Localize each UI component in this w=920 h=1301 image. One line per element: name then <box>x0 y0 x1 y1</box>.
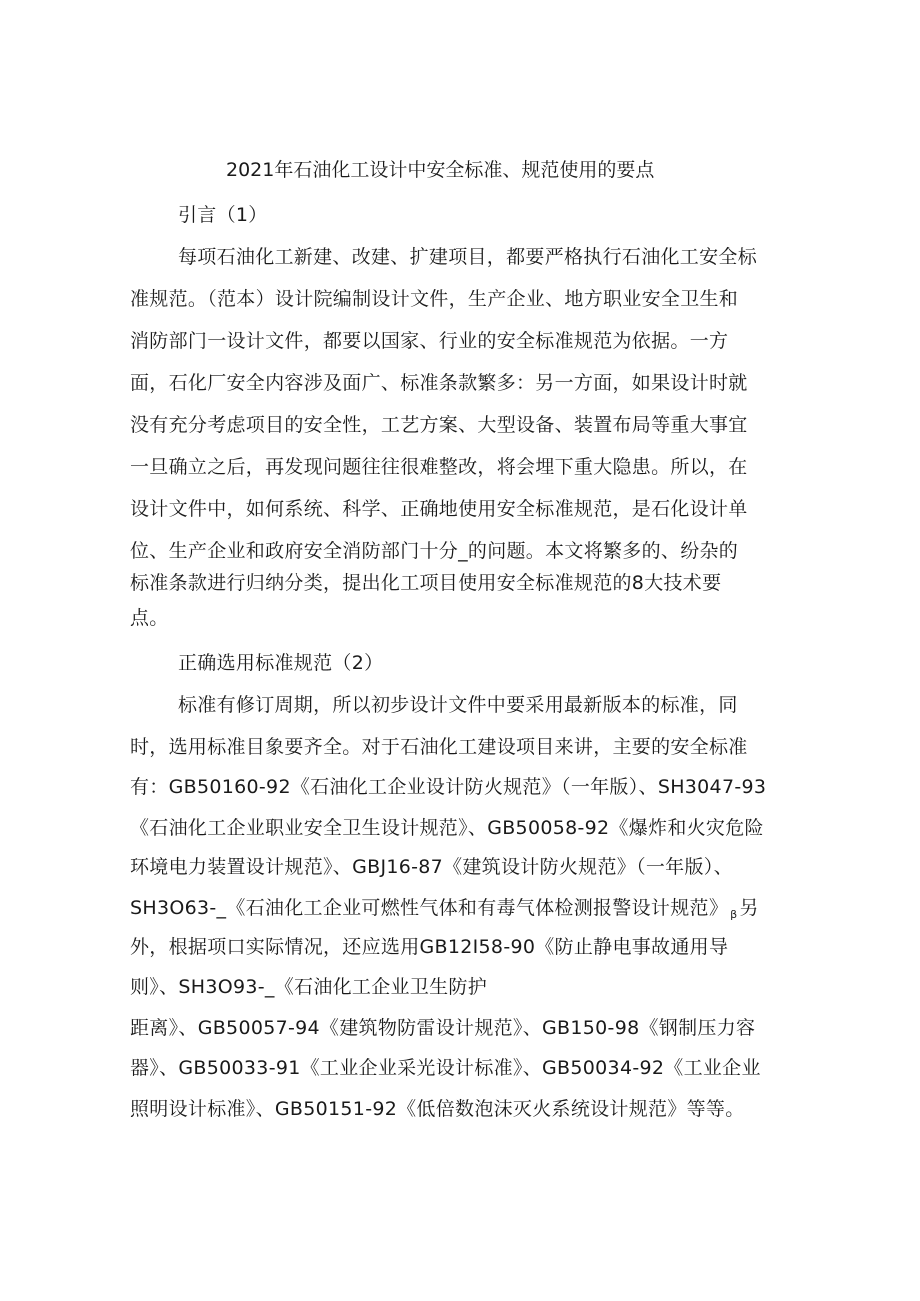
paragraph-line: 标准条款进行归纳分类，提出化工项目使用安全标准规范的8大技术要 <box>130 572 722 594</box>
paragraph-line: 点。 <box>130 607 169 629</box>
paragraph-line: 环境电力装置设计规范》、GBJ16-87《建筑设计防火规范》（一年版）、 <box>130 856 733 878</box>
paragraph-line-text: SH3O63-_《石油化工企业可燃性气体和有毒气体检测报警设计规范》 <box>130 897 729 919</box>
paragraph-line: 标准有修订周期，所以初步设计文件中要采用最新版本的标准，同 <box>178 694 738 716</box>
section-heading-standards: 正确选用标准规范（2） <box>178 652 384 674</box>
document-title: 2021年石油化工设计中安全标准、规范使用的要点 <box>226 159 655 181</box>
paragraph-line: 距离》、GB50057-94《建筑物防雷设计规范》、GB150-98《钢制压力容 <box>130 1017 756 1039</box>
paragraph-line: 《石油化工企业职业安全卫生设计规范》、GB50058-92《爆炸和火灾危险 <box>130 817 764 839</box>
paragraph-line: 消防部门一设计文件，都要以国家、行业的安全标准规范为依据。一方 <box>130 330 729 352</box>
paragraph-line: 位、生产企业和政府安全消防部门十分_的问题。本文将繁多的、纷杂的 <box>130 540 739 562</box>
paragraph-line: 面，石化厂安全内容涉及面广、标准条款繁多：另一方面，如果设计时就 <box>130 372 748 394</box>
paragraph-line: 每项石油化工新建、改建、扩建项目，都要严格执行石油化工安全标 <box>178 246 758 268</box>
paragraph-line-tail: 另 <box>739 897 759 919</box>
paragraph-line: 没有充分考虑项目的安全性，工艺方案、大型设备、装置布局等重大事宜 <box>130 414 748 436</box>
paragraph-line: 设计文件中，如何系统、科学、正确地使用安全标准规范，是石化设计单 <box>130 498 748 520</box>
paragraph-line: 外，根据项口实际情况，还应选用GB12I58-90《防止静电事故通用导 <box>130 936 729 958</box>
subscript-mark: β <box>730 908 738 921</box>
paragraph-line: 一旦确立之后，再发现问题往往很难整改，将会埋下重大隐患。所以，在 <box>130 456 748 478</box>
paragraph-line: 器》、GB50033-91《工业企业采光设计标准》、GB50034-92《工业企业 <box>130 1057 761 1079</box>
paragraph-line-with-subscript <box>130 893 759 930</box>
paragraph-line: 时，选用标准目象要齐全。对于石油化工建设项目来讲，主要的安全标准 <box>130 736 748 758</box>
section-heading-intro: 引言（1） <box>178 204 268 226</box>
paragraph-line: 准规范。（范本）设计院编制设计文件，生产企业、地方职业安全卫生和 <box>130 288 739 310</box>
paragraph-line: 则》、SH3O93-_《石油化工企业卫生防护 <box>130 976 488 998</box>
paragraph-line: 照明设计标准》、GB50151-92《低倍数泡沫灭火系统设计规范》等等。 <box>130 1098 745 1120</box>
paragraph-line: 有：GB50160-92《石油化工企业设计防火规范》（一年版）、SH3047-93 <box>130 776 767 798</box>
